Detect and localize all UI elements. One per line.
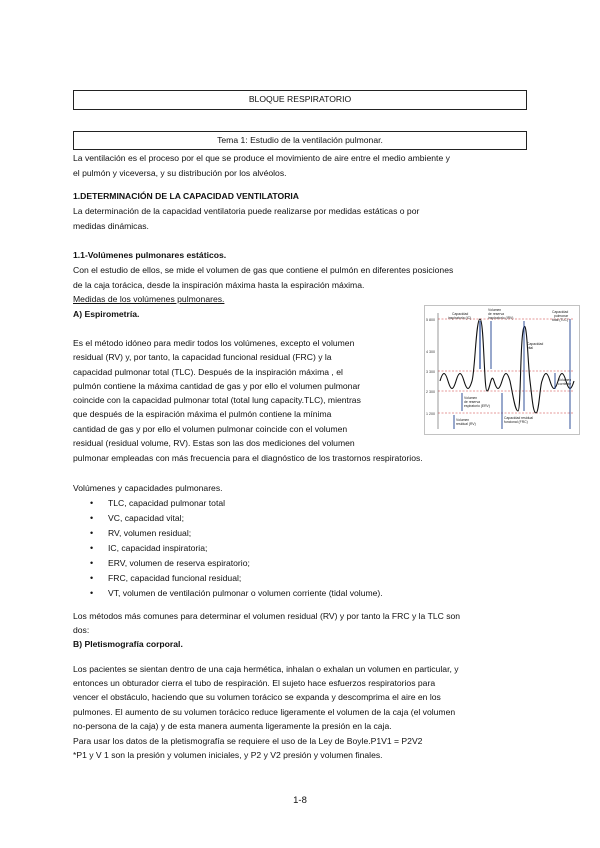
- frc-label: funcional (FRC): [504, 420, 528, 424]
- y-tick-label: 5 800: [426, 318, 435, 322]
- irv-label: inspiratorio (IRV): [488, 316, 514, 320]
- pleth-line: entonces un obturador cierra el tubo de respiración. El sujeto hace esfuerzos respiratorios para: [73, 678, 436, 688]
- intro-line: el pulmón y viceversa, y su distribución por los alvéolos.: [73, 168, 287, 178]
- block-title: BLOQUE RESPIRATORIO: [248, 94, 352, 104]
- erv-label: de reserva: [464, 400, 481, 404]
- section1-line: La determinación de la capacidad ventilatoria puede realizarse por medidas estáticas o por: [73, 206, 420, 216]
- list-item: • IC, capacidad inspiratoria;: [88, 541, 383, 556]
- list-item: • TLC, capacidad pulmonar total: [88, 496, 383, 511]
- irv-label: de reserva: [488, 312, 505, 316]
- y-tick-label: 1 200: [426, 412, 435, 416]
- list-item: • VC, capacidad vital;: [88, 511, 383, 526]
- section11-heading: 1.1-Volúmenes pulmonares estáticos.: [73, 250, 227, 260]
- spirogram-svg: [424, 305, 580, 435]
- section11-line: de la caja torácica, desde la inspiración máxima hasta la espiración máxima.: [73, 280, 365, 290]
- list-item: • ERV, volumen de reserva espiratorio;: [88, 556, 383, 571]
- spirometry-line: pulmonar empleadas con más frecuencia para el diagnóstico de los trastornos respiratorios.: [73, 453, 423, 463]
- block-title-box: [73, 90, 527, 110]
- y-tick-label: 2 300: [426, 390, 435, 394]
- section11-line: Con el estudio de ellos, se mide el volumen de gas que contiene el pulmón en diferentes posiciones: [73, 265, 454, 275]
- section1-line: medidas dinámicas.: [73, 221, 149, 231]
- tlc-label: Capacidad: [552, 310, 569, 314]
- spirometry-heading: A) Espirometría.: [73, 309, 140, 319]
- spirometry-line: que después de la espiración máxima el pulmón contiene la mínima: [73, 409, 332, 419]
- list-item: • RV, volumen residual;: [88, 526, 383, 541]
- erv-label: espiratorio (ERV): [464, 404, 490, 408]
- pleth-line: no-persona de la caja) y de esta manera aumenta ligeramente la presión en la caja.: [73, 721, 392, 731]
- vt-label: Volumen: [558, 378, 572, 382]
- volumes-intro: Volúmenes y capacidades pulmonares.: [73, 483, 223, 493]
- vc-label: Capacidad: [527, 342, 544, 346]
- y-tick-label: 4 300: [426, 350, 435, 354]
- spirometry-line: cantidad de gas y por ello el volumen pulmonar coincide con el volumen: [73, 424, 348, 434]
- lung-volumes-figure: [424, 305, 580, 435]
- rv-label: Volumen: [456, 418, 470, 422]
- spirometry-line: Es el método idóneo para medir todos los volúmenes, excepto el volumen: [73, 338, 355, 348]
- section1-heading: 1.DETERMINACIÓN DE LA CAPACIDAD VENTILATORIA: [73, 191, 299, 201]
- spirometry-line: residual (RV) y, por tanto, la capacidad funcional residual (FRC) y la: [73, 352, 332, 362]
- irv-label: Volumen: [488, 308, 502, 312]
- topic-title-box: [73, 131, 527, 150]
- rv-label: residual (RV): [456, 422, 476, 426]
- volumes-list: [88, 496, 383, 601]
- methods-line: Los métodos más comunes para determinar el volumen residual (RV) y por tanto la FRC y la TLC son: [73, 611, 461, 621]
- pleth-line: vencer el obstáculo, haciendo que su volumen torácico se expanda y descomprima el aire en los: [73, 692, 441, 702]
- page-number: 1-8: [293, 795, 307, 806]
- spirometry-line: pulmón contiene la máxima cantidad de gas y por ello el volumen pulmonar: [73, 381, 361, 391]
- erv-label: Volumen: [464, 396, 478, 400]
- y-tick-label: 3 300: [426, 370, 435, 374]
- vt-label: corriente: [558, 382, 572, 386]
- intro-line: La ventilación es el proceso por el que se produce el movimiento de aire entre el medio ambiente y: [73, 153, 450, 163]
- pleth-line: *P1 y V 1 son la presión y volumen iniciales, y P2 y V2 presión y volumen finales.: [73, 750, 383, 760]
- measures-subheading: Medidas de los volúmenes pulmonares.: [73, 294, 225, 304]
- pleth-line: Para usar los datos de la pletismografía se requiere el uso de la Ley de Boyle.P1V1 = P2V2: [73, 736, 423, 746]
- list-item: • VT, volumen de ventilación pulmonar o volumen corriente (tidal volume).: [88, 586, 383, 601]
- spirometry-line: residual (residual volume, RV). Estas son las dos mediciones del volumen: [73, 438, 355, 448]
- pleth-line: pulmones. El aumento de su volumen torácico reduce ligeramente el volumen de la caja (el volumen: [73, 707, 456, 717]
- spirometry-line: capacidad pulmonar total (TLC). Después de la inspiración máxima , el: [73, 367, 343, 377]
- frc-label: Capacidad residual: [504, 416, 534, 420]
- tlc-label: pulmonar: [554, 314, 569, 318]
- vc-label: vital: [527, 346, 534, 350]
- spirometry-line: coincide con la capacidad pulmonar total (total lung capacity.TLC), mientras: [73, 395, 361, 405]
- plethysmography-heading: B) Pletismografía corporal.: [73, 639, 183, 649]
- pleth-line: Los pacientes se sientan dentro de una caja hermética, inhalan o exhalan un volumen en particular, y: [73, 664, 459, 674]
- list-item: • FRC, capacidad funcional residual;: [88, 571, 383, 586]
- tlc-label: total (TLC): [552, 318, 569, 322]
- ic-label: inspiratoria (IC): [448, 316, 472, 320]
- methods-line: dos:: [73, 625, 90, 635]
- ic-label: Capacidad: [452, 312, 469, 316]
- topic-title: Tema 1: Estudio de la ventilación pulmonar.: [217, 135, 383, 145]
